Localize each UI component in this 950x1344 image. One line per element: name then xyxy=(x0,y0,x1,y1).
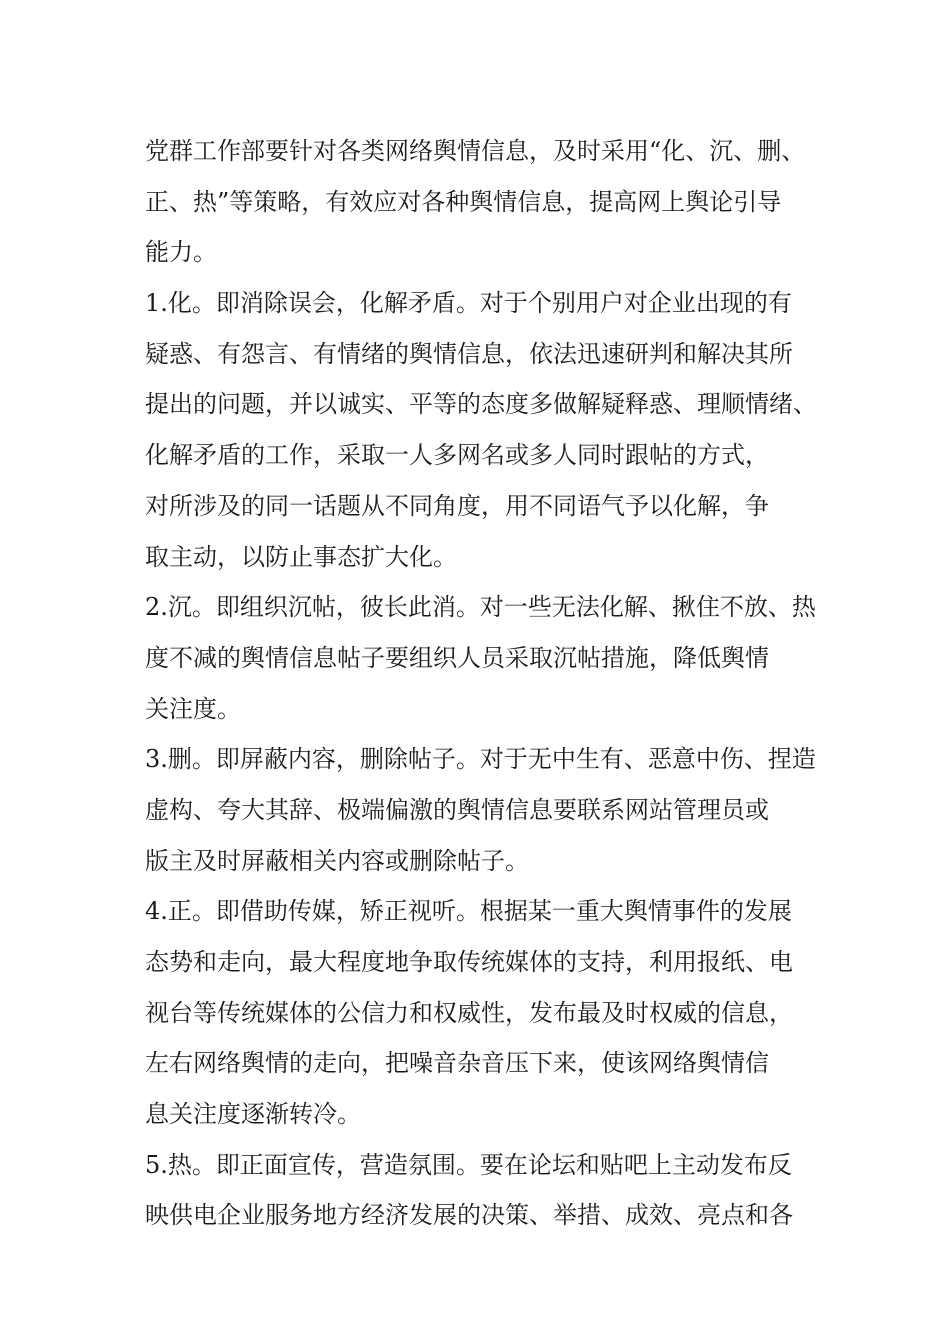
text-line: 2.沉。即组织沉帖，彼长此消。对一些无法化解、揪住不放、热 xyxy=(145,593,816,622)
text-line: 虚构、夸大其辞、极端偏激的舆情信息要联系网站管理员或 xyxy=(145,795,769,824)
text-line: 版主及时屏蔽相关内容或删除帖子。 xyxy=(145,846,529,875)
text-line: 视台等传统媒体的公信力和权威性，发布最及时权威的信息， xyxy=(145,998,793,1027)
document-body xyxy=(145,126,817,1241)
text-line: 取主动，以防止事态扩大化。 xyxy=(145,542,457,571)
text-line: 态势和走向，最大程度地争取传统媒体的支持，利用报纸、电 xyxy=(145,948,793,976)
text-line: 疑惑、有怨言、有情绪的舆情信息，依法迅速研判和解决其所 xyxy=(145,339,793,368)
text-line: 度不减的舆情信息帖子要组织人员采取沉帖措施，降低舆情 xyxy=(145,643,769,672)
text-line: 左右网络舆情的走向，把噪音杂音压下来，使该网络舆情信 xyxy=(145,1049,769,1078)
text-line: 对所涉及的同一话题从不同角度，用不同语气予以化解，争 xyxy=(145,491,769,520)
text-line: 映供电企业服务地方经济发展的决策、举措、成效、亮点和各 xyxy=(145,1201,793,1230)
text-line: 1.化。即消除误会，化解矛盾。对于个别用户对企业出现的有 xyxy=(145,289,792,318)
text-line: 息关注度逐渐转冷。 xyxy=(145,1100,361,1129)
text-line: 5.热。即正面宣传，营造氛围。要在论坛和贴吧上主动发布反 xyxy=(145,1150,792,1179)
text-line: 关注度。 xyxy=(145,694,241,723)
text-line: 4.正。即借助传媒，矫正视听。根据某一重大舆情事件的发展 xyxy=(145,897,792,926)
text-line: 能力。 xyxy=(145,238,217,267)
text-line: 化解矛盾的工作，采取一人多网名或多人同时跟帖的方式， xyxy=(145,441,769,470)
text-line: 提出的问题，并以诚实、平等的态度多做解疑释惑、理顺情绪、 xyxy=(145,390,817,419)
text-line: 党群工作部要针对各类网络舆情信息，及时采用“化、沉、删、 xyxy=(145,137,806,165)
text-line: 正、热”等策略，有效应对各种舆情信息，提高网上舆论引导 xyxy=(145,187,782,216)
text-line: 3.删。即屏蔽内容，删除帖子。对于无中生有、恶意中伤、捏造 xyxy=(145,745,816,774)
